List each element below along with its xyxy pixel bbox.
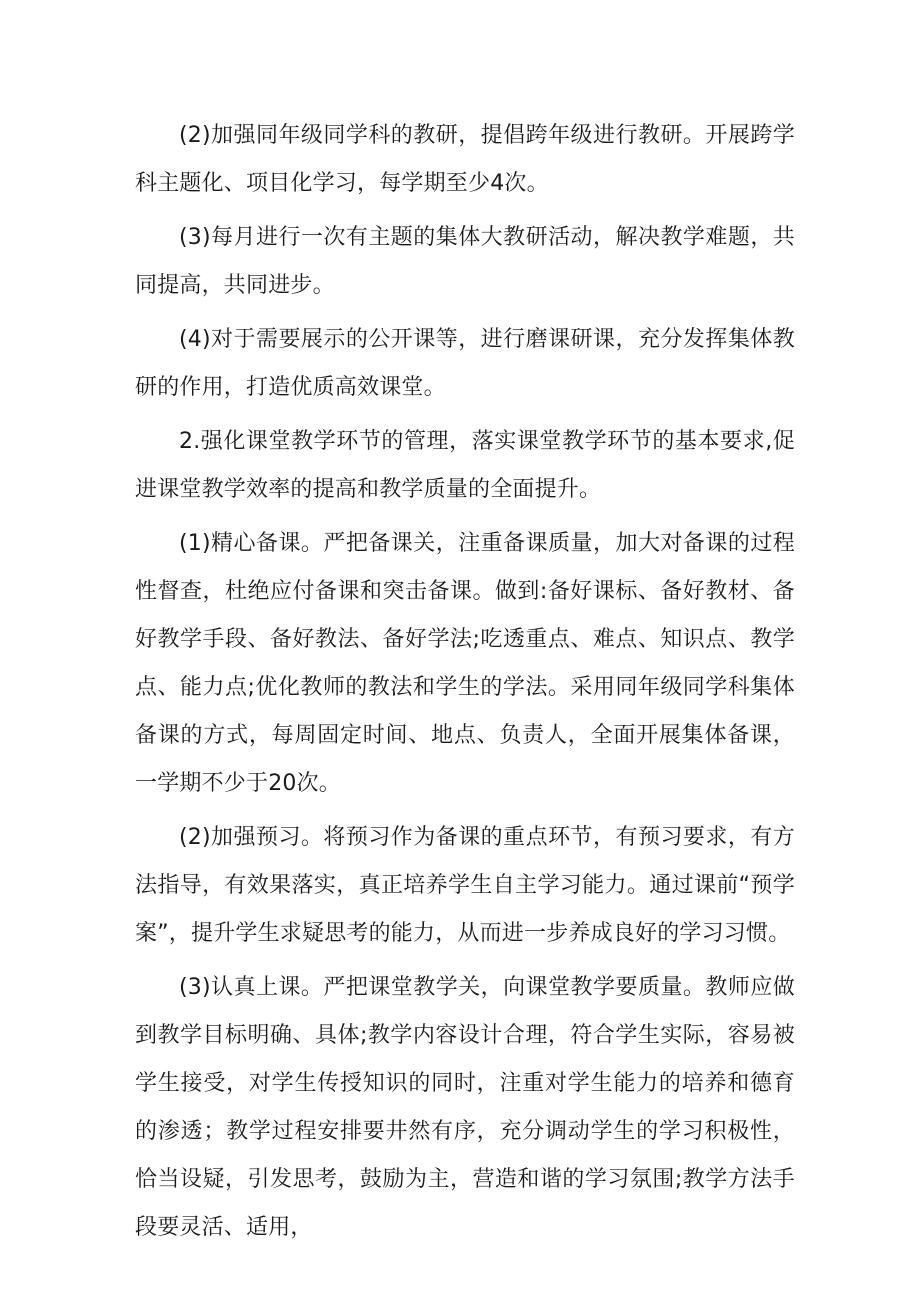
paragraph-2-preview: (2)加强预习。将预习作为备课的重点环节，有预习要求，有方法指导，有效果落实，真正培养学生自主学习能力。通过课前“预学案”，提升学生求疑思考的能力，从而进一步养成良好的学习习惯。 bbox=[135, 825, 795, 946]
paragraph-4-open-class: (4)对于需要展示的公开课等，进行磨课研课，充分发挥集体教研的作用，打造优质高效课堂。 bbox=[135, 327, 795, 400]
paragraph-3-monthly-research: (3)每月进行一次有主题的集体大教研活动，解决教学难题，共同提高，共同进步。 bbox=[135, 225, 795, 298]
paragraph-3-teaching: (3)认真上课。严把课堂教学关，向课堂教学要质量。教师应做到教学目标明确、具体;教学内容设计合理，符合学生实际，容易被学生接受，对学生传授知识的同时，注重对学生能力的培养和德育的渗透；教学过程安排要井然有序，充分调动学生的学习积极性，恰当设疑，引发思考，鼓励为主，营造和谐的学习氛围;教学方法手段要灵活、适用， bbox=[135, 975, 795, 1240]
paragraph-1-lesson-preparation: (1)精心备课。严把备课关，注重备课质量，加大对备课的过程性督查，杜绝应付备课和突击备课。做到:备好课标、备好教材、备好教学手段、备好教法、备好学法;吃透重点、难点、知识点、教学点、能力点;优化教师的教法和学生的学法。采用同年级同学科集体备课的方式，每周固定时间、地点、负责人，全面开展集体备课，一学期不少于20次。 bbox=[135, 531, 795, 796]
paragraph-2-research: (2)加强同年级同学科的教研，提倡跨年级进行教研。开展跨学科主题化、项目化学习，每学期至少4次。 bbox=[135, 123, 795, 196]
paragraph-section-2-classroom-management: 2.强化课堂教学环节的管理，落实课堂教学环节的基本要求,促进课堂教学效率的提高和教学质量的全面提升。 bbox=[135, 429, 795, 502]
